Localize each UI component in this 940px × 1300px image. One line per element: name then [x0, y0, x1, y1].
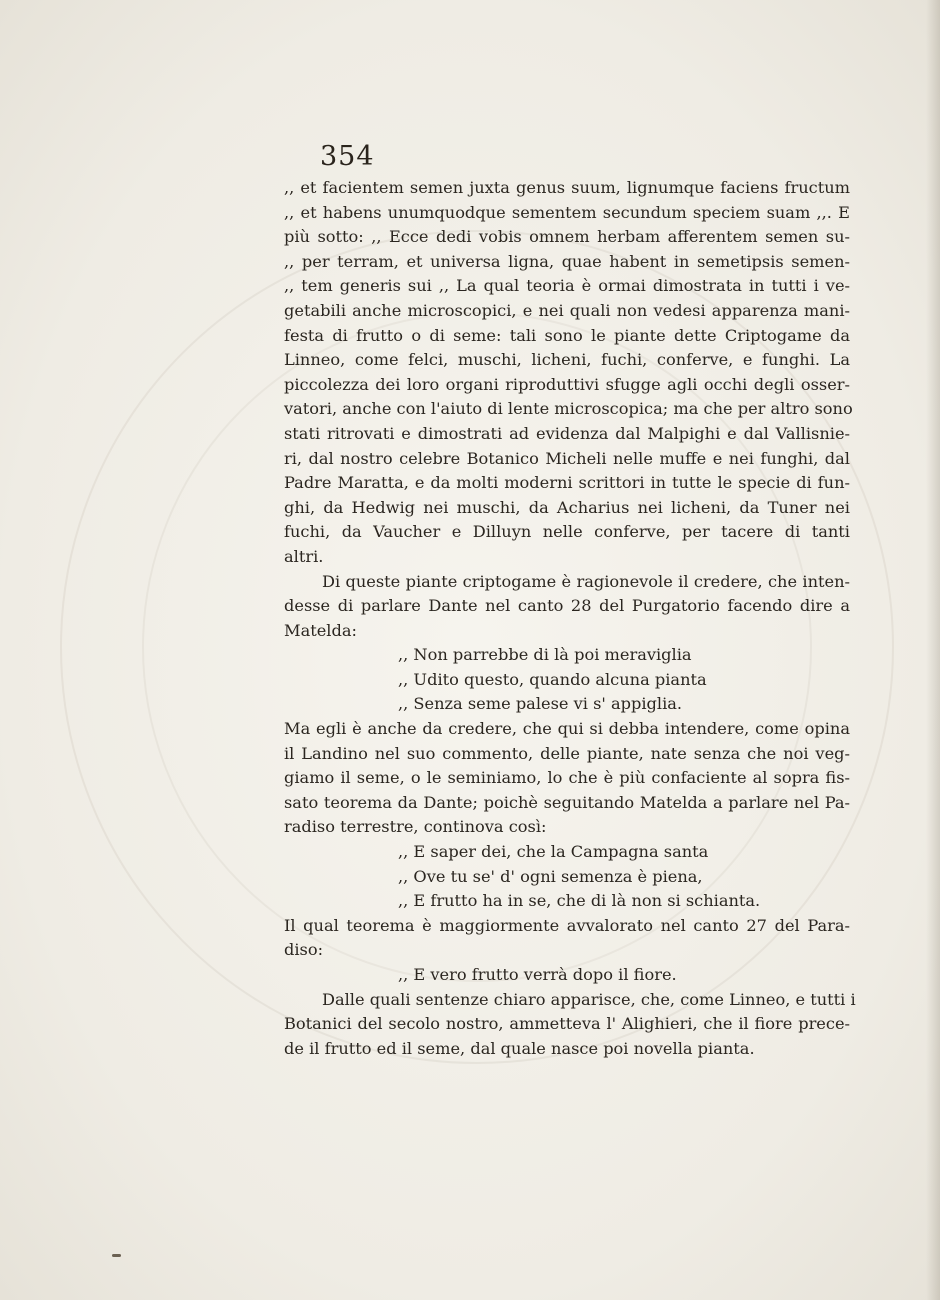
text-line: giamo il seme, o le seminiamo, lo che è più confaciente al sopra fis-	[284, 768, 850, 788]
text-line: sato teorema da Dante; poichè seguitando Matelda a parlare nel Pa-	[284, 792, 850, 812]
text-line: vatori, anche con l'aiuto di lente microscopica; ma che per altro sono	[284, 399, 853, 419]
text-line: Ma egli è anche da credere, che qui si debba intendere, come opina	[284, 719, 850, 739]
text-line: getabili anche microscopici, e nei quali non vedesi apparenza mani-	[284, 300, 850, 320]
verse-line: ,, E frutto ha in se, che di là non si schianta.	[398, 891, 761, 911]
text-line: il Landino nel suo commento, delle piante, nate senza che noi veg-	[284, 743, 850, 763]
text-line: ,, et habens unumquodque sementem secundum speciem suam ,,. E	[284, 202, 850, 222]
text-line: Padre Maratta, e da molti moderni scrittori in tutte le specie di fun-	[284, 473, 850, 493]
text-line: stati ritrovati e dimostrati ad evidenza dal Malpighi e dal Vallisnie-	[284, 423, 850, 443]
page-number: 354	[320, 141, 375, 172]
text-line: Dalle quali sentenze chiaro apparisce, che, come Linneo, e tutti i	[322, 989, 856, 1009]
text-line: ,, et facientem semen juxta genus suum, lignumque faciens fructum	[284, 178, 850, 197]
verse-line: ,, E saper dei, che la Campagna santa	[398, 842, 709, 862]
body-text	[284, 176, 856, 1061]
verse-line: ,, Udito questo, quando alcuna pianta	[398, 669, 707, 689]
verse-line: ,, Non parrebbe di là poi meraviglia	[398, 645, 692, 665]
text-line: ri, dal nostro celebre Botanico Micheli nelle muffe e nei funghi, dal	[284, 448, 850, 468]
text-line: più sotto: ,, Ecce dedi vobis omnem herbam afferentem semen su-	[284, 227, 850, 247]
text-line: ,, per terram, et universa ligna, quae habent in semetipsis semen-	[284, 251, 850, 271]
text-line: desse di parlare Dante nel canto 28 del Purgatorio facendo dire a	[284, 596, 850, 616]
verse-line: ,, Senza seme palese vi s' appiglia.	[398, 694, 683, 714]
page-edge-shadow	[926, 0, 940, 1300]
verse-line: ,, Ove tu se' d' ogni semenza è piena,	[398, 866, 703, 886]
verse-line: ,, E vero frutto verrà dopo il fiore.	[398, 965, 677, 984]
text-line: Linneo, come felci, muschi, licheni, fuchi, conferve, e funghi. La	[284, 350, 850, 370]
text-line: de il frutto ed il seme, dal quale nasce poi novella pianta.	[284, 1038, 755, 1058]
text-line: festa di frutto o di seme: tali sono le piante dette Criptogame da	[284, 325, 850, 345]
text-line: altri.	[284, 546, 324, 566]
text-line: diso:	[284, 940, 324, 960]
text-line: piccolezza dei loro organi riproduttivi sfugge agli occhi degli osser-	[284, 374, 850, 394]
text-line: Di queste piante criptogame è ragionevole il credere, che inten-	[322, 571, 850, 591]
text-line: ,, tem generis sui ,, La qual teoria è ormai dimostrata in tutti i ve-	[284, 276, 850, 296]
text-line: ghi, da Hedwig nei muschi, da Acharius nei licheni, da Tuner nei	[284, 497, 850, 517]
text-line: fuchi, da Vaucher e Dilluyn nelle conferve, per tacere di tanti	[284, 522, 850, 542]
text-line: Botanici del secolo nostro, ammetteva l' Alighieri, che il fiore prece-	[284, 1014, 850, 1034]
text-line: radiso terrestre, continova così:	[284, 817, 547, 837]
text-line: Il qual teorema è maggiormente avvalorato nel canto 27 del Para-	[284, 915, 850, 935]
paper-blemish	[112, 1254, 121, 1257]
text-line: Matelda:	[284, 620, 357, 640]
